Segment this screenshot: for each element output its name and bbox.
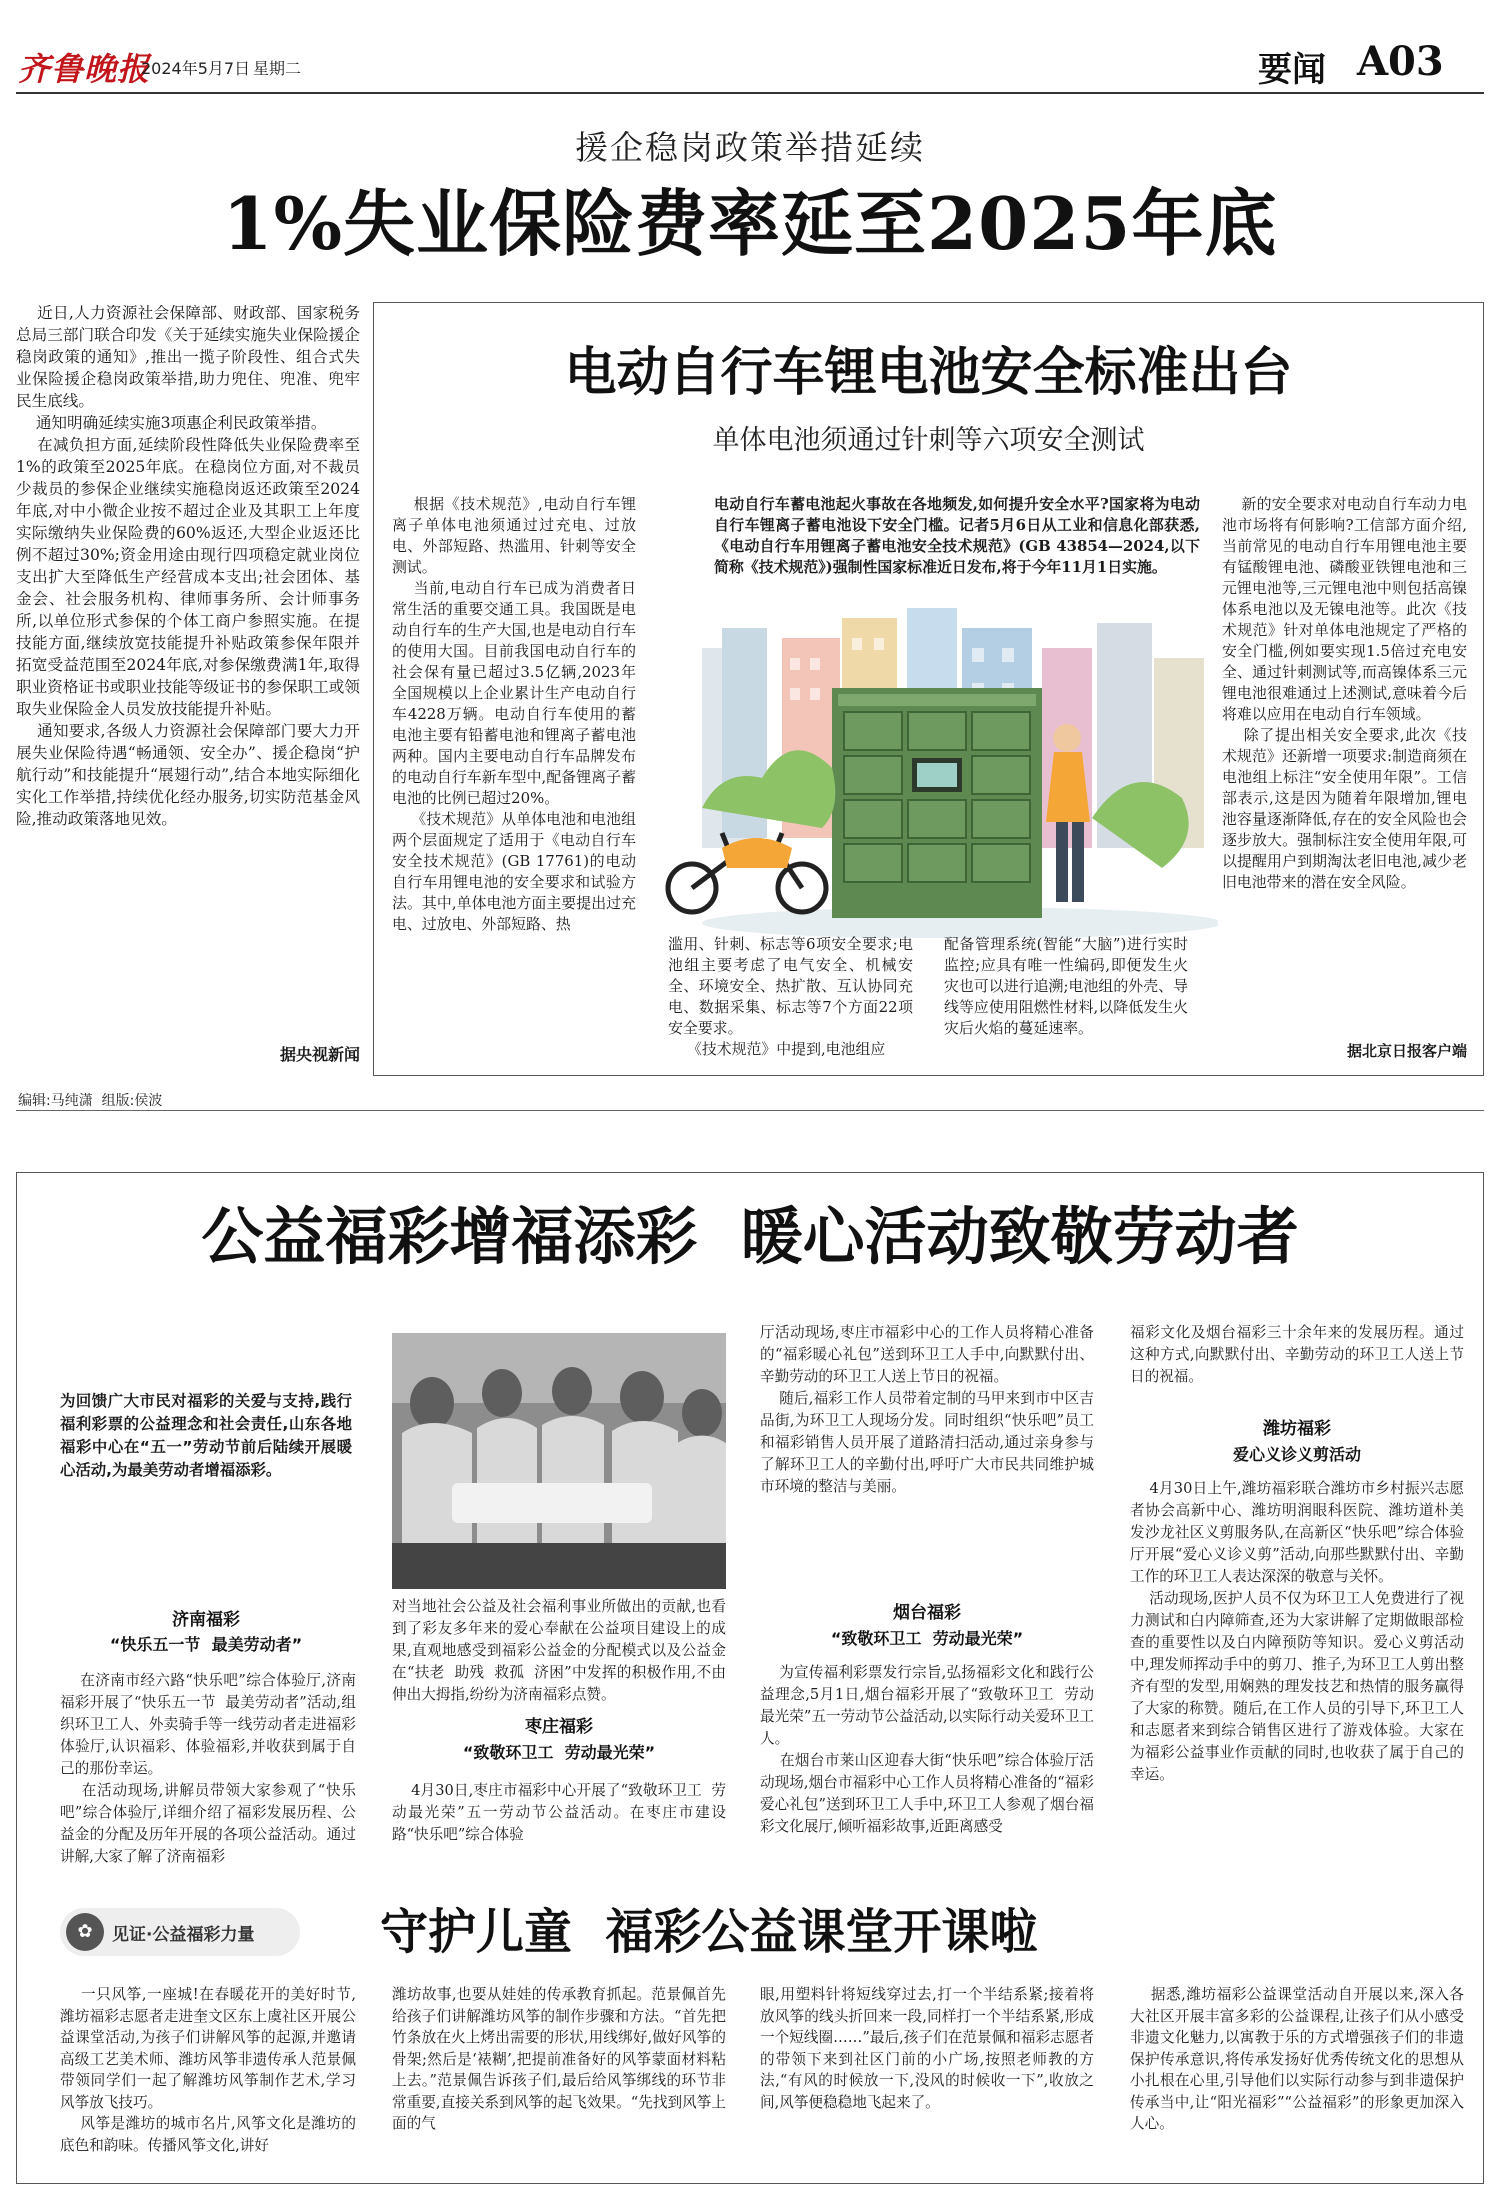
story1-body: 近日,人力资源社会保障部、财政部、国家税务总局三部门联合印发《关于延续实施失业保险援企稳岗政策的通知》,推出一揽子阶段性、组合式失业保险援企稳岗政策举措,助力兜住、兜准、兜牢民生底线。 通知明确延续实施3项惠企利民政策举措。 在减负担方面,延续阶段性降低失业保险费率至1%的政策至2025年底。在稳岗位方面,对不裁员少裁员的参保企业继续实施稳岗返还政策至2024年底,对中小微企业按不超过企业及其职工上年度实际缴纳失业保险费的60%返还,大型企业返还比例不超过30%;资金用途由现行四项稳定就业岗位支出扩大至降低生产经营成本支出;社会团体、基金会、社会服务机构、律师事务所、会计师事务所,以单位形式参保的个体工商户参照实施。在提技能方面,继续放宽技能提升补贴政策参保年限并拓宽受益范围至2024年底,对参保缴费满1年,取得职业资格证书或职业技能等级证书的参保职工或领取失业保险金人员发放技能提升补贴。 通知要求,各级人力资源社会保障部门要大力开展失业保险待遇“畅通领、安全办”、援企稳岗“护航行动”和技能提升“展翅行动”,结合本地实际细化实化工作举措,持续优化经办服务,切实防范基金风险,推动政策落地见效。 xyxy=(16,304,360,828)
editor-rule xyxy=(16,1110,1484,1111)
editor-line: 编辑:马纯潇 组版:侯波 xyxy=(18,1093,163,1109)
lottery-logo-text: 见证·公益福彩力量 xyxy=(112,1924,255,1945)
photo-svg xyxy=(392,1333,726,1589)
story4-col1: 一只风筝,一座城!在春暖花开的美好时节,潍坊福彩志愿者走进奎文区东上虞社区开展公益课堂活动,为孩子们讲解风筝的起源,并邀请高级工艺美术师、潍坊风筝非遗传承人范景佩带领同学们一起了解潍坊风筝制作艺术,学习风筝放飞技巧。 风筝是潍坊的城市名片,风筝文化是潍坊的底色和韵味。传播风筝文化,讲好 xyxy=(60,1986,356,2154)
masthead xyxy=(0,0,1500,100)
story1-headline: 1%失业保险费率延至2025年底 xyxy=(222,181,1278,266)
lottery-emblem-icon: ✿ xyxy=(66,1913,104,1951)
story2-subhead: 单体电池须通过针刺等六项安全测试 xyxy=(712,425,1145,456)
sanitation-workers-photo xyxy=(392,1333,726,1589)
battery-cabinet-illustration xyxy=(662,608,1218,938)
newspaper-logo: 齐鲁晚报 xyxy=(18,50,151,88)
story2-col1: 根据《技术规范》,电动自行车锂离子单体电池须通过过充电、过放电、外部短路、热滥用、针刺等安全测试。 当前,电动自行车已成为消费者日常生活的重要交通工具。我国既是电动自行车的生产大国,也是电动自行车的使用大国。目前我国电动自行车的社会保有量已超过3.5亿辆,2023年全国规模以上企业累计生产电动自行车4228万辆。电动自行车使用的蓄电池主要有铅蓄电池和锂离子蓄电池两种。国内主要电动自行车品牌发布的电动自行车新车型中,配备锂离子蓄电池的比例已超过20%。 《技术规范》从单体电池和电池组两个层面规定了适用于《电动自行车安全技术规范》(GB 17761)的电动自行车用锂电池的安全要求和试验方法。其中,单体电池方面主要提出过充电、过放电、外部短路、热 xyxy=(392,495,636,933)
cabinet-scene-svg xyxy=(662,608,1218,938)
zaozhuang-title: 枣庄福彩 xyxy=(525,1717,593,1737)
story3-intro: 为回馈广大市民对福彩的关爱与支持,践行福利彩票的公益理念和社会责任,山东各地福彩中心在“五一”劳动节前后陆续开展暖心活动,为最美劳动者增福添彩。 xyxy=(60,1392,352,1479)
story4-col4: 据悉,潍坊福彩公益课堂活动自开展以来,深入各大社区开展丰富多彩的公益课程,让孩子们从小感受非遗文化魅力,以寓教于乐的方式增强孩子们的非遗保护传承意识,将传承发扬好优秀传统文化的思想从小扎根在心里,引导他们以实际行动参与到非遗保护传承当中,让“阳光福彩”“公益福彩”的形象更加深入人心。 xyxy=(1130,1986,1464,2132)
page-number: A03 xyxy=(1357,38,1444,85)
story3-col3-body: 厅活动现场,枣庄市福彩中心的工作人员将精心准备的“福彩暖心礼包”送到环卫工人手中,向默默付出、辛勤劳动的环卫工人送上节日的祝福。 随后,福彩工作人员带着定制的马甲来到市中区吉品街,为环卫工人现场分发。同时组织“快乐吧”员工和福彩销售人员开展了道路清扫活动,通过亲身参与了解环卫工人的辛勤付出,呼吁广大市民共同维护城市环境的整洁与美丽。 xyxy=(760,1324,1094,1495)
jinan-body: 在济南市经六路“快乐吧”综合体验厅,济南福彩开展了“快乐五一节 最美劳动者”活动,组织环卫工人、外卖骑手等一线劳动者走进福彩体验厅,认识福彩、体验福彩,并收获到属于自己的那份幸运。 在活动现场,讲解员带领大家参观了“快乐吧”综合体验厅,详细介绍了福彩发展历程、公益金的分配及历年开展的各项公益活动。通过讲解,大家了解了济南福彩 xyxy=(60,1672,356,1865)
story4-col2: 潍坊故事,也要从娃娃的传承教育抓起。范景佩首先给孩子们讲解潍坊风筝的制作步骤和方法。“首先把竹条放在火上烤出需要的形状,用线绑好,做好风筝的骨架;然后是‘裱糊’,把提前准备好的风筝蒙面材料粘上去。”范景佩告诉孩子们,最后给风筝绑线的环节非常重要,直接关系到风筝的起飞效果。“先找到风筝上面的气 xyxy=(392,1986,726,2132)
yantai-subtitle: “致敬环卫工 劳动最光荣” xyxy=(830,1629,1024,1648)
story1-kicker: 援企稳岗政策举措延续 xyxy=(575,128,925,167)
yantai-body: 为宣传福利彩票发行宗旨,弘扬福彩文化和践行公益理念,5月1日,烟台福彩开展了“致敬环卫工 劳动最光荣”五一劳动节公益活动,以实际行动关爱环卫工人。 在烟台市莱山区迎春大街“快乐吧”综合体验厅活动现场,烟台市福彩中心工作人员将精心准备的“福彩爱心礼包”送到环卫工人手中,环卫工人参观了烟台福彩文化展厅,倾听福彩故事,近距离感受 xyxy=(760,1664,1094,1835)
story4-col3: 眼,用塑料针将短线穿过去,打一个半结系紧;接着将放风筝的线头折回来一段,同样打一个半结系紧,形成一个短线圈……”最后,孩子们在范景佩和福彩志愿者的带领下来到社区门前的小广场,按照老师教的方法,“有风的时候放一下,没风的时候收一下”,收放之间,风筝便稳稳地飞起来了。 xyxy=(760,1986,1094,2111)
jinan-title: 济南福彩 xyxy=(172,1610,240,1630)
zaozhuang-body: 4月30日,枣庄市福彩中心开展了“致敬环卫工 劳动最光荣”五一劳动节公益活动。在枣庄市建设路“快乐吧”综合体验 xyxy=(392,1782,726,1843)
story2-lead: 电动自行车蓄电池起火事故在各地频发,如何提升安全水平?国家将为电动自行车锂离子蓄电池设下安全门槛。记者5月6日从工业和信息化部获悉,《电动自行车用锂离子蓄电池安全技术规范》(GB 43854—2024,以下简称《技术规范》)强制性国家标准近日发布,将于今年11月1日实施。 xyxy=(714,495,1200,576)
story1-source: 据央视新闻 xyxy=(279,1045,360,1064)
story2-headline: 电动自行车锂电池安全标准出台 xyxy=(564,343,1293,403)
section-name: 要闻 xyxy=(1258,50,1326,90)
masthead-rule xyxy=(16,92,1484,94)
jinan-subtitle: “快乐五一节 最美劳动者” xyxy=(109,1635,303,1654)
story3-col2-body: 对当地社会公益及社会福利事业所做出的贡献,也看到了彩友多年来的爱心奉献在公益项目建设上的成果,直观地感受到福彩公益金的分配模式以及公益金在“扶老 助残 救孤 济困”中发挥的积极作用,不由伸出大拇指,纷纷为济南福彩点赞。 xyxy=(392,1598,726,1703)
issue-date: 2024年5月7日 xyxy=(141,59,251,78)
weifang-body: 4月30日上午,潍坊福彩联合潍坊市乡村振兴志愿者协会高新中心、潍坊明润眼科医院、潍坊道朴美发沙龙社区义剪服务队,在高新区“快乐吧”综合体验厅开展“爱心义诊义剪”活动,向那些默默付出、辛勤工作的环卫工人表达深深的敬意与关怀。 活动现场,医护人员不仅为环卫工人免费进行了视力测试和白内障筛查,还为大家讲解了定期做眼部检查的重要性以及白内障预防等知识。爱心义剪活动中,理发师挥动手中的剪刀、推子,为环卫工人剪出整齐有型的发型,用娴熟的理发技艺和热情的服务赢得了大家的称赞。随后,在工作人员的引导下,环卫工人和志愿者来到综合销售区进行了游戏体验。大家在为福彩公益事业作贡献的同时,也收获了属于自己的幸运。 xyxy=(1130,1480,1464,1783)
lottery-logo xyxy=(60,1908,300,1956)
story2-col2: 滥用、针刺、标志等6项安全要求;电池组主要考虑了电气安全、机械安全、环境安全、热扩散、互认协同充电、数据采集、标志等7个方面22项安全要求。 《技术规范》中提到,电池组应 xyxy=(668,935,913,1058)
weifang-title: 潍坊福彩 xyxy=(1263,1419,1331,1439)
story3-col4-body: 福彩文化及烟台福彩三十余年来的发展历程。通过这种方式,向默默付出、辛勤劳动的环卫工人送上节日的祝福。 xyxy=(1130,1324,1464,1385)
issue-weekday: 星期二 xyxy=(253,59,302,78)
zaozhuang-subtitle: “致敬环卫工 劳动最光荣” xyxy=(462,1743,656,1762)
weifang-subtitle: 爱心义诊义剪活动 xyxy=(1232,1445,1361,1464)
story2-col3: 配备管理系统(智能“大脑”)进行实时监控;应具有唯一性编码,即便发生火灾也可以进行追溯;电池组的外壳、导线等应使用阻燃性材料,以降低发生火灾后火焰的蔓延速率。 xyxy=(944,935,1188,1037)
yantai-title: 烟台福彩 xyxy=(893,1603,961,1623)
story3-headline: 公益福彩增福添彩 暖心活动致敬劳动者 xyxy=(201,1200,1299,1273)
story4-headline: 守护儿童 福彩公益课堂开课啦 xyxy=(380,1904,1038,1960)
story2-source: 据北京日报客户端 xyxy=(1346,1042,1467,1060)
story2-col4: 新的安全要求对电动自行车动力电池市场将有何影响?工信部方面介绍,当前常见的电动自行车用锂电池主要有锰酸锂电池、磷酸亚铁锂电池和三元锂电池等,三元锂电池中则包括高镍体系电池以及无镍电池等。此次《技术规范》针对单体电池规定了严格的安全门槛,例如要实现1.5倍过充电安全、通过针刺测试等,而高镍体系三元锂电池很难通过上述测试,意味着今后将难以应用在电动自行车领域。 除了提出相关安全要求,此次《技术规范》还新增一项要求:制造商须在电池组上标注“安全使用年限”。工信部表示,这是因为随着年限增加,锂电池容量逐渐降低,存在的安全风险也会逐步放大。强制标注安全使用年限,可以提醒用户到期淘汰老旧电池,减少老旧电池带来的潜在安全风险。 xyxy=(1222,495,1467,891)
